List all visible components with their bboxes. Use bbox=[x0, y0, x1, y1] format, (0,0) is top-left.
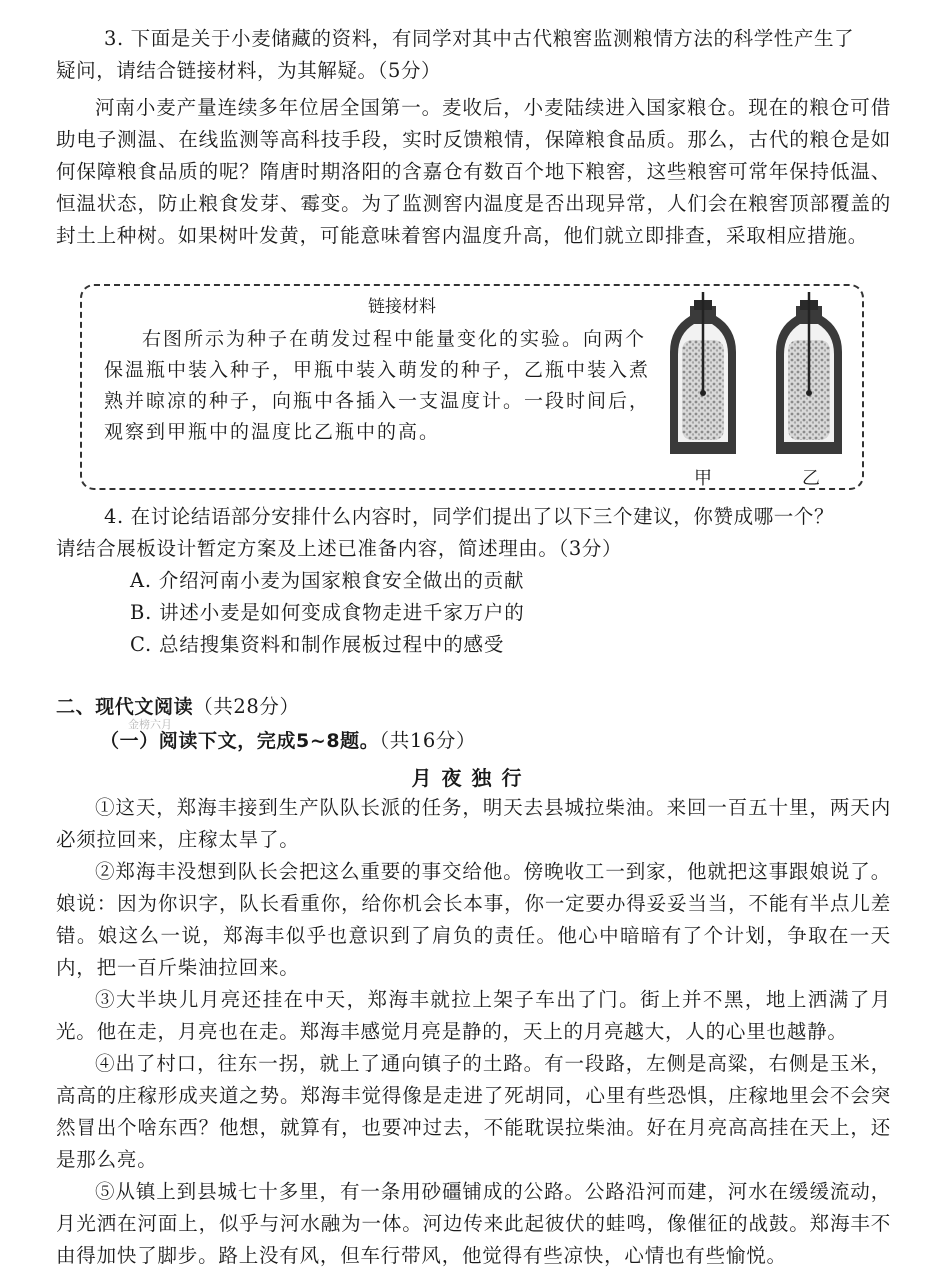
q4-option-b: B. 讲述小麦是如何变成食物走进千家万户的 bbox=[130, 601, 525, 624]
thermos-bottles-illustration bbox=[658, 292, 858, 462]
article-title: 月夜独行 bbox=[411, 766, 532, 790]
section2-heading bbox=[56, 694, 300, 720]
article-paragraph-1: ①这天，郑海丰接到生产队队长派的任务，明天去县城拉柴油。来回一百五十里，两天内必须拉回来，庄稼太旱了。 bbox=[56, 796, 891, 851]
section2-heading-text: 二、现代文阅读 bbox=[56, 696, 194, 718]
subheading-score: （共16分） bbox=[379, 729, 477, 752]
bottle-label-b: 乙 bbox=[802, 468, 820, 489]
article-paragraph-3: ③大半块儿月亮还挂在中天，郑海丰就拉上架子车出了门。街上并不黑，地上洒满了月光。他在走，月亮也在走。郑海丰感觉月亮是静的，天上的月亮越大，人的心里也越静。 bbox=[56, 988, 891, 1043]
thermos-bottle-a bbox=[670, 292, 736, 454]
q4-stem-line2: 请结合展板设计暂定方案及上述已准备内容，简述理由。（3分） bbox=[56, 537, 623, 560]
thermos-bottle-b bbox=[776, 292, 842, 454]
link-material-box bbox=[80, 284, 864, 490]
q4-stem-line1: 4. 在讨论结语部分安排什么内容时，同学们提出了以下三个建议，你赞成哪一个？ bbox=[104, 505, 835, 528]
link-material-title: 链接材料 bbox=[368, 297, 436, 317]
article-paragraph-5: ⑤从镇上到县城七十多里，有一条用砂礓铺成的公路。公路沿河而建，河水在缓缓流动，月光洒在河面上，似乎与河水融为一体。河边传来此起彼伏的蛙鸣，像催征的战鼓。郑海丰不由得加快了脚步。路上没有风，但车行带风，他觉得有些凉快，心情也有些愉悦。 bbox=[56, 1180, 891, 1267]
q4-option-a: A. 介绍河南小麦为国家粮食安全做出的贡献 bbox=[130, 569, 525, 592]
section2-heading-score: （共28分） bbox=[193, 695, 300, 718]
article-paragraph-4: ④出了村口，往东一拐，就上了通向镇子的土路。有一段路，左侧是高粱，右侧是玉米，高高的庄稼形成夹道之势。郑海丰觉得像是走进了死胡同，心里有些恐惧，庄稼地里会不会突然冒出个啥东西？他想，就算有，也要冲过去，不能耽误拉柴油。好在月亮高高挂在天上，还是那么亮。 bbox=[56, 1052, 891, 1171]
q3-stem-line1: 3. 下面是关于小麦储藏的资料，有同学对其中古代粮窖监测粮情方法的科学性产生了 bbox=[104, 27, 855, 50]
article-paragraph-2: ②郑海丰没想到队长会把这么重要的事交给他。傍晚收工一到家，他就把这事跟娘说了。娘说：因为你识字，队长看重你，给你机会长本事，你一定要办得妥妥当当，不能有半点儿差错。娘这么一说，郑海丰似乎也意识到了肩负的责任。他心中暗暗有了个计划，争取在一天内，把一百斤柴油拉回来。 bbox=[56, 860, 891, 979]
thermos-experiment-figure bbox=[658, 292, 858, 488]
bottle-label-a: 甲 bbox=[694, 468, 712, 489]
subheading-text: （一）阅读下文，完成5~8题。 bbox=[100, 730, 380, 752]
watermark: 金榜六月 bbox=[128, 718, 172, 731]
q4-option-c: C. 总结搜集资料和制作展板过程中的感受 bbox=[130, 633, 505, 656]
section2-subheading bbox=[100, 728, 476, 754]
q3-stem-line2: 疑问，请结合链接材料，为其解疑。（5分） bbox=[56, 59, 442, 82]
link-material-text: 右图所示为种子在萌发过程中能量变化的实验。向两个保温瓶中装入种子，甲瓶中装入萌发的种子，乙瓶中装入煮熟并晾凉的种子，向瓶中各插入一支温度计。一段时间后，观察到甲瓶中的温度比乙瓶中的高。 bbox=[104, 328, 651, 443]
q3-passage: 河南小麦产量连续多年位居全国第一。麦收后，小麦陆续进入国家粮仓。现在的粮仓可借助电子测温、在线监测等高科技手段，实时反馈粮情，保障粮食品质。那么，古代的粮仓是如何保障粮食品质的呢？隋唐时期洛阳的含嘉仓有数百个地下粮窖，这些粮窖可常年保持低温、恒温状态，防止粮食发芽、霉变。为了监测窖内温度是否出现异常，人们会在粮窖顶部覆盖的封土上种树。如果树叶发黄，可能意味着窖内温度升高，他们就立即排查，采取相应措施。 bbox=[56, 96, 891, 247]
